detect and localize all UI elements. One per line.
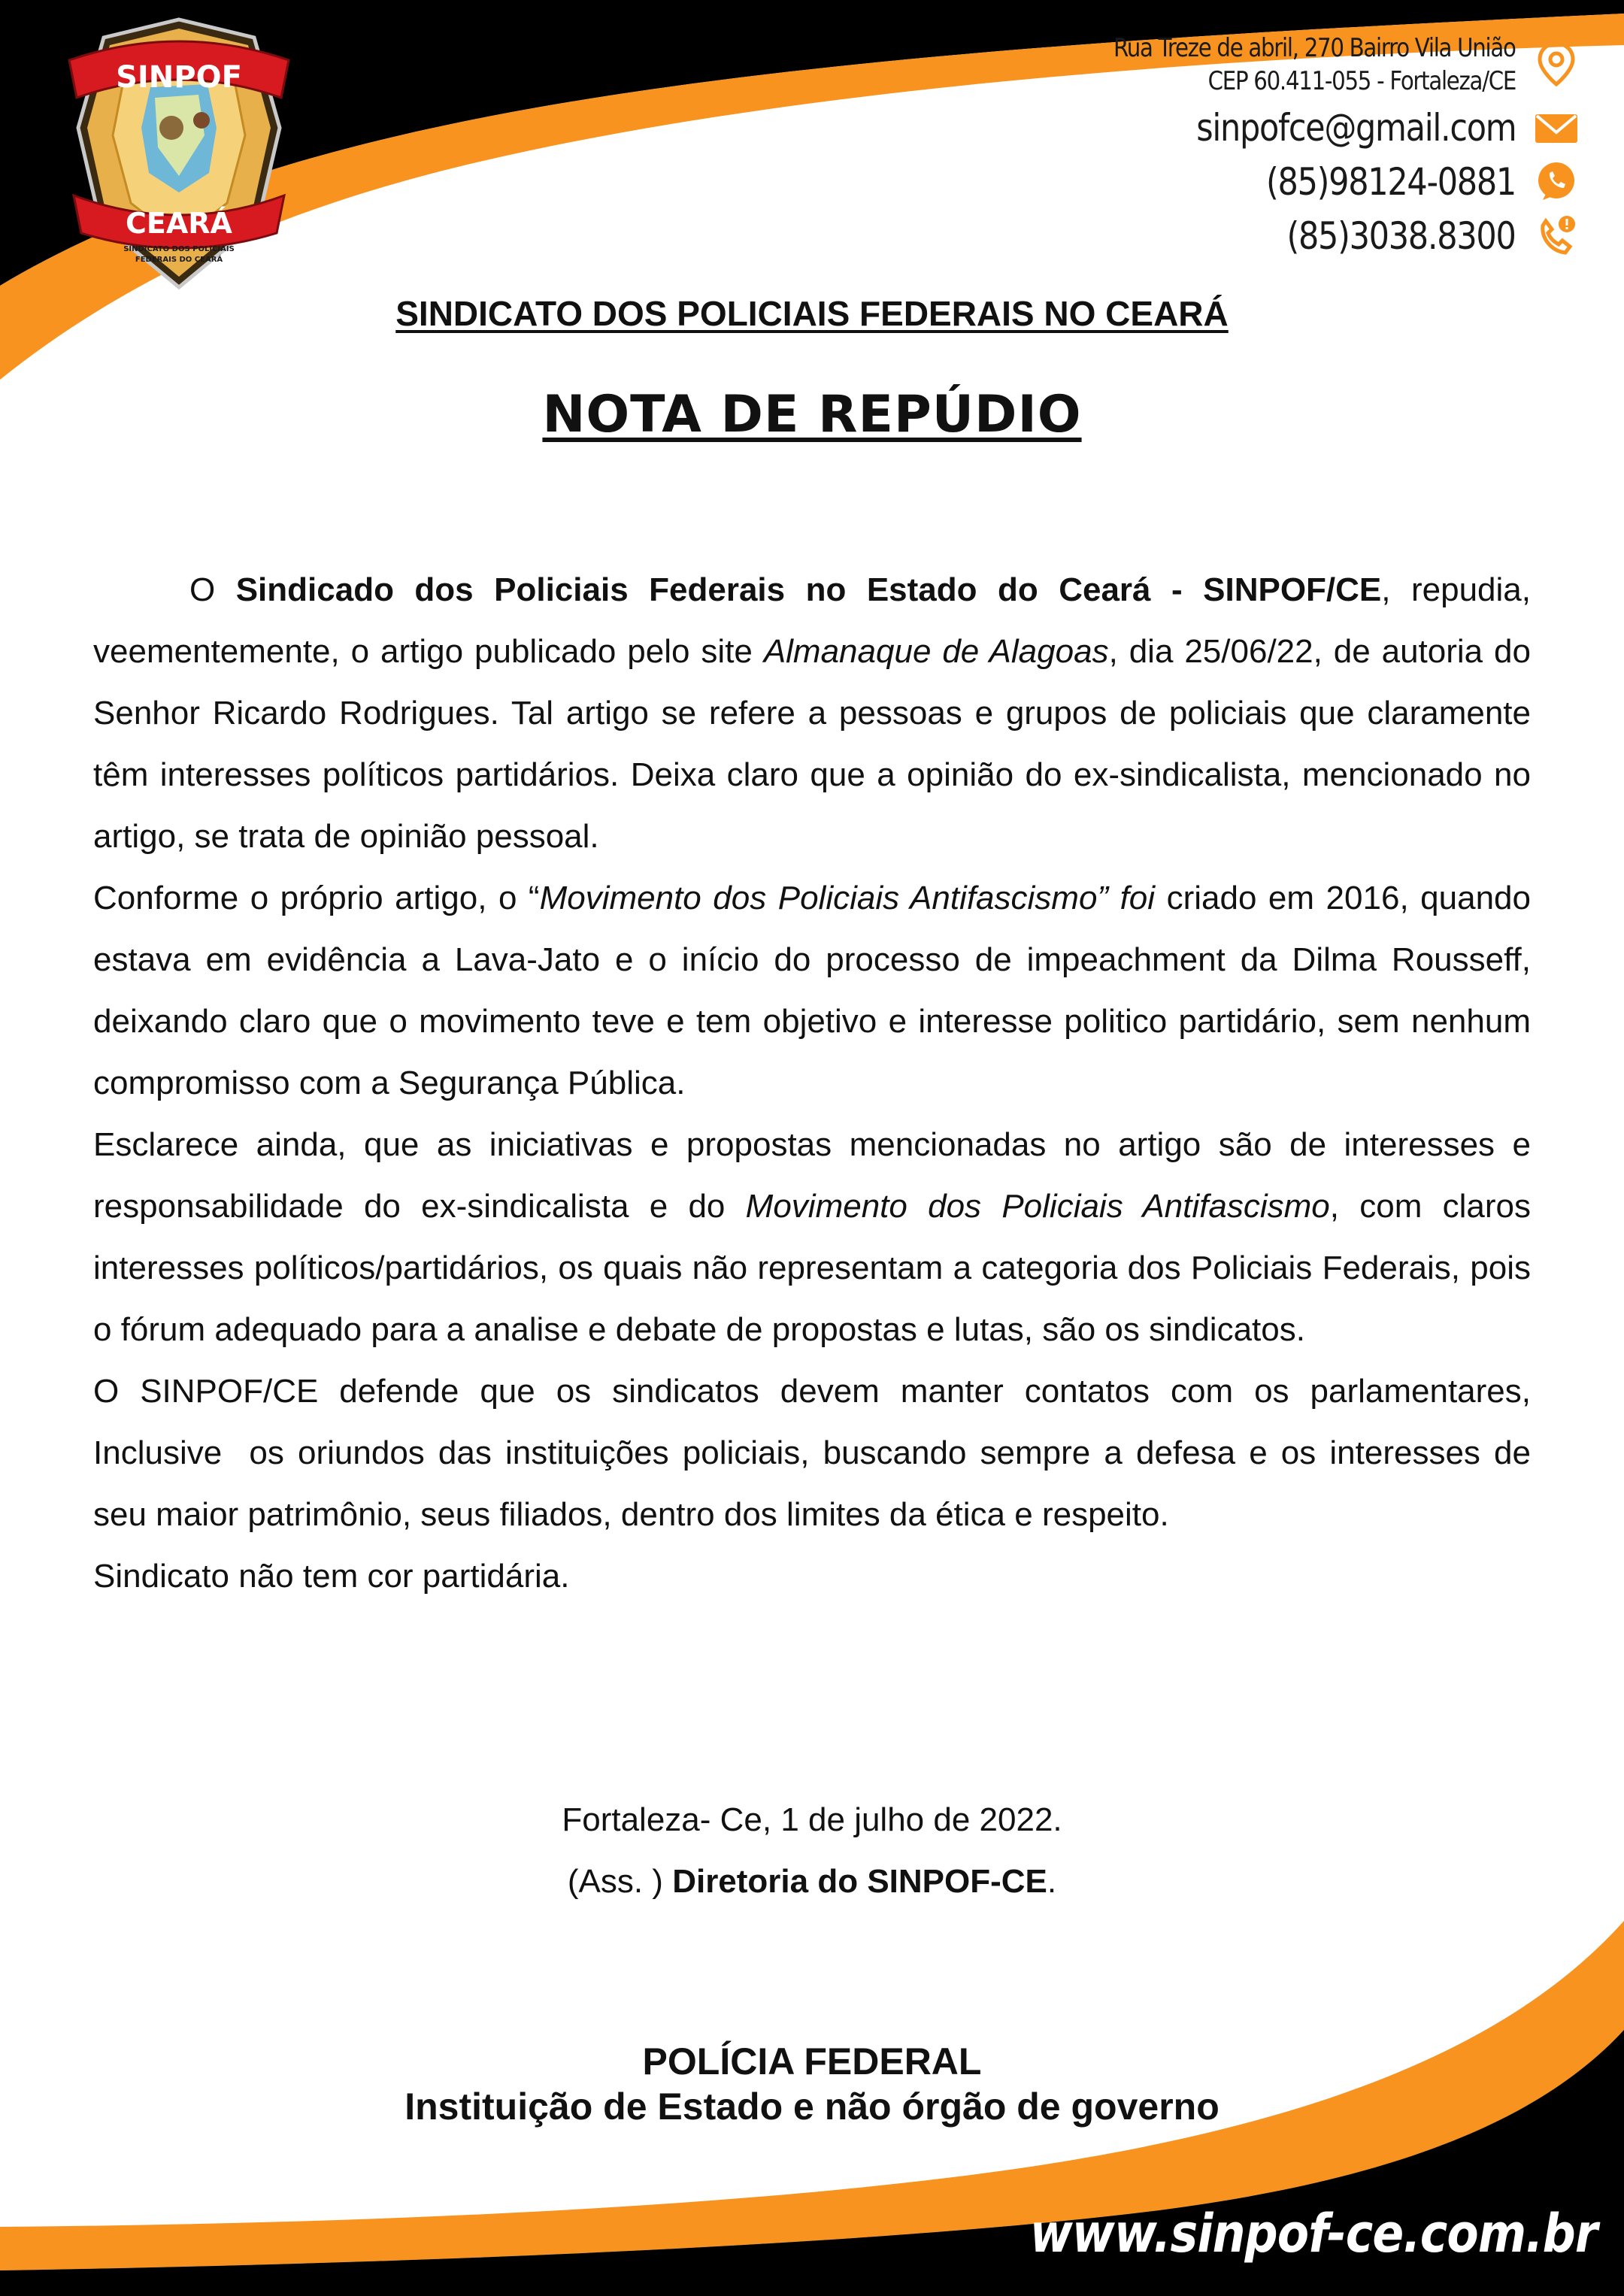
website-link[interactable]: www.sinpof-ce.com.br <box>1029 2203 1597 2264</box>
p1-site-name: Almanaque de Alagoas <box>763 633 1109 670</box>
p2-text-a: Conforme o próprio artigo, o “ <box>93 880 540 916</box>
phone-text[interactable]: (85)3038.8300 <box>1286 214 1516 258</box>
logo-top-text: SINPOF <box>116 60 242 95</box>
phone-icon <box>1532 212 1580 260</box>
p3-text-c: , com claros interesses políticos/partidários, os quais não representam a categoria dos Policiais Federais, pois o fórum adequado para a analise e debate de propostas e lutas, são os sindicatos. <box>93 1188 1531 1348</box>
address-line-1 <box>1009 32 1580 65</box>
paragraph-3 <box>93 1114 1531 1361</box>
signature-prefix: (Ass. ) <box>567 1863 673 1900</box>
address-text-1: Rua Treze de abril, 270 Bairro Vila União <box>1113 33 1516 63</box>
logo-seal-line2: FEDERAIS DO CEARÁ <box>135 256 223 264</box>
p3-text-a: Esclarece ainda, que as iniciativas e propostas mencionadas no artigo são de interesses e responsabilidade do ex-sindicalista e do <box>93 1126 1531 1225</box>
signature-name: Diretoria do SINPOF-CE <box>672 1863 1047 1900</box>
signoff-block <box>0 1789 1624 1913</box>
signature-line <box>0 1851 1624 1913</box>
p2-movement-name: Movimento dos Policiais Antifascismo” foi <box>539 880 1156 916</box>
place-date: Fortaleza- Ce, 1 de julho de 2022. <box>562 1801 1062 1838</box>
envelope-icon <box>1532 104 1580 152</box>
address-line-2 <box>1009 65 1580 98</box>
p1-union-name: Sindicado dos Policiais Federais no Estado do Ceará - SINPOF/CE <box>235 571 1382 608</box>
email-line <box>1009 101 1580 155</box>
location-pin-icon <box>1532 31 1580 95</box>
footer-line-2: Instituição de Estado e não órgão de governo <box>404 2085 1220 2128</box>
p3-movement-name: Movimento dos Policiais Antifascismo <box>745 1188 1330 1225</box>
organization-title: SINDICATO DOS POLICIAIS FEDERAIS NO CEARÁ <box>395 294 1229 333</box>
p2-text-c: criado em 2016, quando estava em evidência a Lava-Jato e o início do processo de impeachment da Dilma Rousseff, deixando claro que o movimento teve e tem objetivo e interesse politico partidário, sem nenhum compromisso com a Segurança Pública. <box>93 880 1531 1101</box>
document-title: NOTA DE REPÚDIO <box>542 385 1082 444</box>
footer-line-1: POLÍCIA FEDERAL <box>642 2040 982 2082</box>
logo-bottom-text: CEARÁ <box>126 207 232 240</box>
whatsapp-line <box>1009 155 1580 209</box>
sinpof-logo-badge <box>66 15 292 293</box>
p1-text-e: , dia 25/06/22, de autoria do Senhor Ricardo Rodrigues. Tal artigo se refere a pessoas e grupos de policiais que claramente têm interesses políticos partidários. Deixa claro que a opinião do ex-sindicalista, mencionado no artigo, se trata de opinião pessoal. <box>93 633 1531 855</box>
paragraph-1 <box>93 559 1531 868</box>
email-text[interactable]: sinpofce@gmail.com <box>1195 106 1516 150</box>
paragraph-5: Sindicato não tem cor partidária. <box>93 1558 570 1595</box>
logo-seal-line1: SINDICATO DOS POLICIAIS <box>123 245 235 253</box>
footer-heading <box>0 2039 1624 2129</box>
paragraph-2 <box>93 868 1531 1114</box>
p1-text-a: O <box>189 571 236 608</box>
contact-block <box>1009 32 1580 263</box>
phone-line <box>1009 209 1580 263</box>
paragraph-4: O SINPOF/CE defende que os sindicatos devem manter contatos com os parlamentares, Inclusive os oriundos das instituições policiais, buscando sempre a defesa e os interesses de seu maior patrimônio, seus filiados, dentro dos limites da ética e respeito. <box>93 1373 1541 1533</box>
whatsapp-text[interactable]: (85)98124-0881 <box>1266 160 1516 204</box>
whatsapp-icon <box>1532 158 1580 206</box>
signature-suffix: . <box>1047 1863 1057 1900</box>
document-body <box>93 559 1541 1607</box>
address-text-2: CEP 60.411-055 - Fortaleza/CE <box>1207 66 1516 96</box>
p1-text-c: , repudia, veementemente, o artigo publicado pelo site <box>93 571 1531 670</box>
